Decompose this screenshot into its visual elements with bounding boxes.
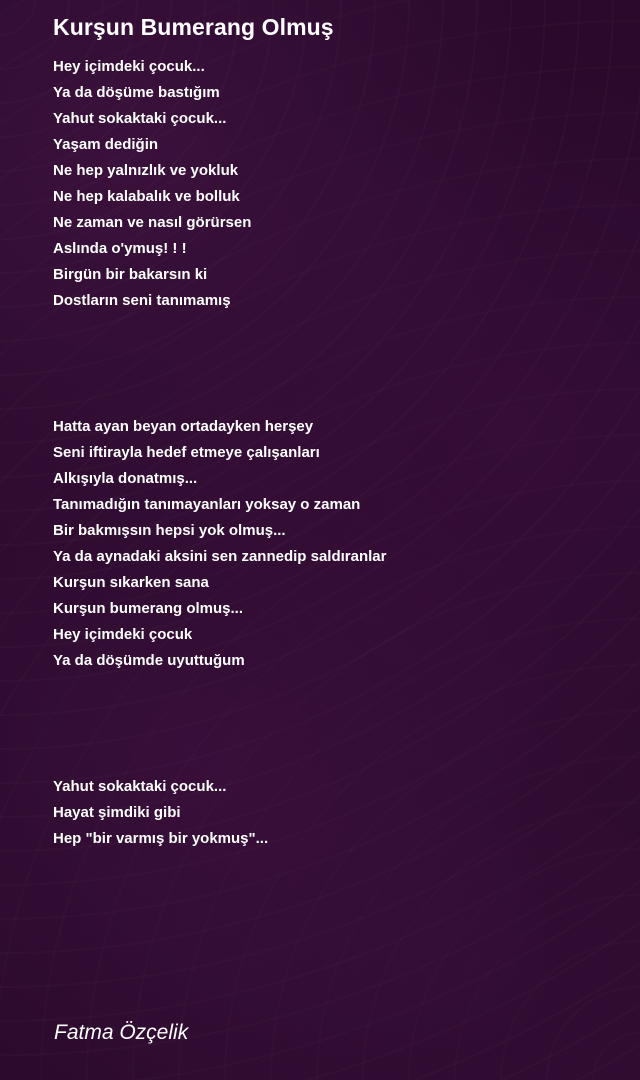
poem-line: Aslında o'ymuş! ! !	[53, 240, 187, 257]
poem-line: Birgün bir bakarsın ki	[53, 266, 208, 283]
poem-line: Bir bakmışsın hepsi yok olmuş...	[53, 522, 286, 539]
poem-line: Tanımadığın tanımayanları yoksay o zaman	[53, 496, 361, 513]
poem-title: Kurşun Bumerang Olmuş	[53, 14, 334, 40]
poem-line: Hey içimdeki çocuk...	[53, 58, 205, 75]
poem-line: Ya da aynadaki aksini sen zannedip saldıranlar	[53, 548, 387, 565]
poem-line: Hatta ayan beyan ortadayken herşey	[53, 418, 314, 435]
poem-line: Ne hep yalnızlık ve yokluk	[53, 162, 239, 179]
poem-line: Ne hep kalabalık ve bolluk	[53, 188, 240, 205]
stanza-2	[53, 414, 386, 674]
poem-line: Yahut sokaktaki çocuk...	[53, 110, 227, 127]
poem-line: Ne zaman ve nasıl görürsen	[53, 214, 252, 231]
poem-line: Alkışıyla donatmış...	[53, 470, 198, 487]
poem-line: Hep "bir varmış bir yokmuş"...	[53, 830, 269, 847]
poem-line: Ya da döşümde uyuttuğum	[53, 652, 245, 669]
poem-line: Yahut sokaktaki çocuk...	[53, 778, 227, 795]
poem-line: Hey içimdeki çocuk	[53, 626, 193, 643]
poem-line: Dostların seni tanımamış	[53, 292, 231, 309]
poem-author: Fatma Özçelik	[54, 1021, 189, 1044]
poem-line: Ya da döşüme bastığım	[53, 84, 220, 101]
poem-line: Yaşam dediğin	[53, 136, 159, 153]
poem-line: Seni iftirayla hedef etmeye çalışanları	[53, 444, 320, 461]
stanza-3	[53, 774, 268, 852]
poem-line: Hayat şimdiki gibi	[53, 804, 181, 821]
poem-line: Kurşun sıkarken sana	[53, 574, 209, 591]
stanza-1	[53, 54, 251, 314]
poem-line: Kurşun bumerang olmuş...	[53, 600, 244, 617]
